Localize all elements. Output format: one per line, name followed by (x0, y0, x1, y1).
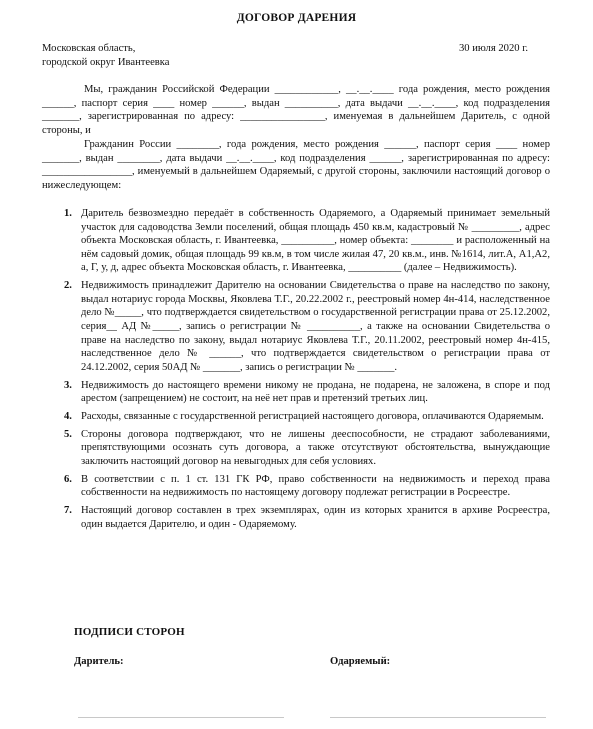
giver-signature-label: Даритель: (74, 656, 124, 667)
receiver-signature-label: Одаряемый: (330, 656, 391, 667)
clause-number: 2. (64, 280, 72, 292)
clause-item (42, 207, 550, 275)
giver-signature-line (78, 717, 284, 718)
contract-date: 30 июля 2020 г. (459, 43, 529, 54)
place-region: Московская область, (42, 43, 136, 54)
clause-text: Даритель безвозмездно передаёт в собственность Одаряемого, а Одаряемый принимает земельный участок для садоводства Земли поселений, общая площадь 450 кв.м, кадастровый № _________, адрес объекта Московская область, г. Ивантеевка, __________, номер объекта: ________ и расположенный на нём садовый домик, общая площадь 99 кв.м, в том числе жилая 47, 20 кв.м., инв. №1614, лит.А, А1,А2, а, Г, у, д, адрес объекта Московская область, г. Ивантеевка, __________ (далее – Недвижимость). (81, 208, 550, 274)
clause-text: Настоящий договор составлен в трех экземплярах, один из которых хранится в архиве Росреестра, один выдается Дарителю, и один - Одаряемому. (81, 505, 550, 530)
signatures-heading: ПОДПИСИ СТОРОН (74, 626, 185, 638)
clause-number: 7. (64, 505, 72, 516)
donor-paragraph: Мы, гражданин Российской Федерации ____________, __.__.____ года рождения, место рождения ______, паспорт серия ____ номер ______, выдан __________, дата выдачи __.__.____, код подразделения _______, зарегистрированная по адресу: ________________, именуемая в дальнейшем Даритель, с одной стороны, и (42, 84, 550, 136)
clause-number: 1. (64, 208, 72, 219)
place-district: городской округ Ивантеевка (42, 56, 170, 68)
clause-number: 5. (64, 428, 72, 440)
contract-place (42, 42, 169, 69)
clause-text: Недвижимость принадлежит Дарителю на основании Свидетельства о праве на наследство по закону, выдал нотариус города Москвы, Яковлева Т.Г., 20.22.2002 г., реестровый номер 4н-414, наследственное дело №_____, что подтверждается свидетельством о государственной регистрации права от 25.12.2002, серия__ АД №_____, запись о регистрации № __________, а также на основании Свидетельства о праве на наследство по закону, выдал нотариус Яковлева Т.Г., 20.11.2002, реестровый номер 4н-415, наследственное дело № ______, что подтверждается свидетельством о регистрации права от 24.12.2002, серия 50АД № _______, запись о регистрации № _______. (81, 280, 550, 373)
clause-text: Недвижимость до настоящего времени никому не продана, не подарена, не заложена, в споре и под арестом (запрещением) не состоит, на неё нет прав и претензий третьих лиц. (81, 379, 550, 405)
clause-item (42, 410, 550, 424)
clause-number: 3. (64, 379, 72, 391)
document-title: ДОГОВОР ДАРЕНИЯ (236, 12, 357, 24)
clause-number: 4. (64, 410, 72, 422)
clause-text: В соответствии с п. 1 ст. 131 ГК РФ, право собственности на недвижимость и переход права собственности на недвижимость по настоящему договору подлежат регистрации в Росреестре. (81, 473, 550, 499)
clause-text: Стороны договора подтверждают, что не лишены дееспособности, не страдают заболеваниями, препятствующими осознать суть договора, а также отсутствуют обстоятельства, вынуждающие заключить настоящий договор на невыгодных для себя условиях. (81, 428, 550, 467)
clause-item (42, 279, 550, 374)
clause-item (42, 428, 550, 469)
clause-text: Расходы, связанные с государственной регистрацией настоящего договора, оплачиваются Одаряемым. (81, 410, 544, 422)
receiver-signature-line (330, 717, 546, 718)
clause-item (42, 473, 550, 500)
clause-item (42, 379, 550, 406)
clause-list (42, 207, 550, 535)
recipient-paragraph: Гражданин России ________, года рождения, место рождения ______, паспорт серия ____ номер _______, выдан ________, дата выдачи __.__.____, код подразделения ______, зарегистрированная по адресу: _________________, именуемый в дальнейшем Одаряемый, с другой стороны, заключили настоящий договор о нижеследующем: (42, 139, 550, 191)
clause-item (42, 504, 550, 531)
clause-number: 6. (64, 473, 72, 485)
